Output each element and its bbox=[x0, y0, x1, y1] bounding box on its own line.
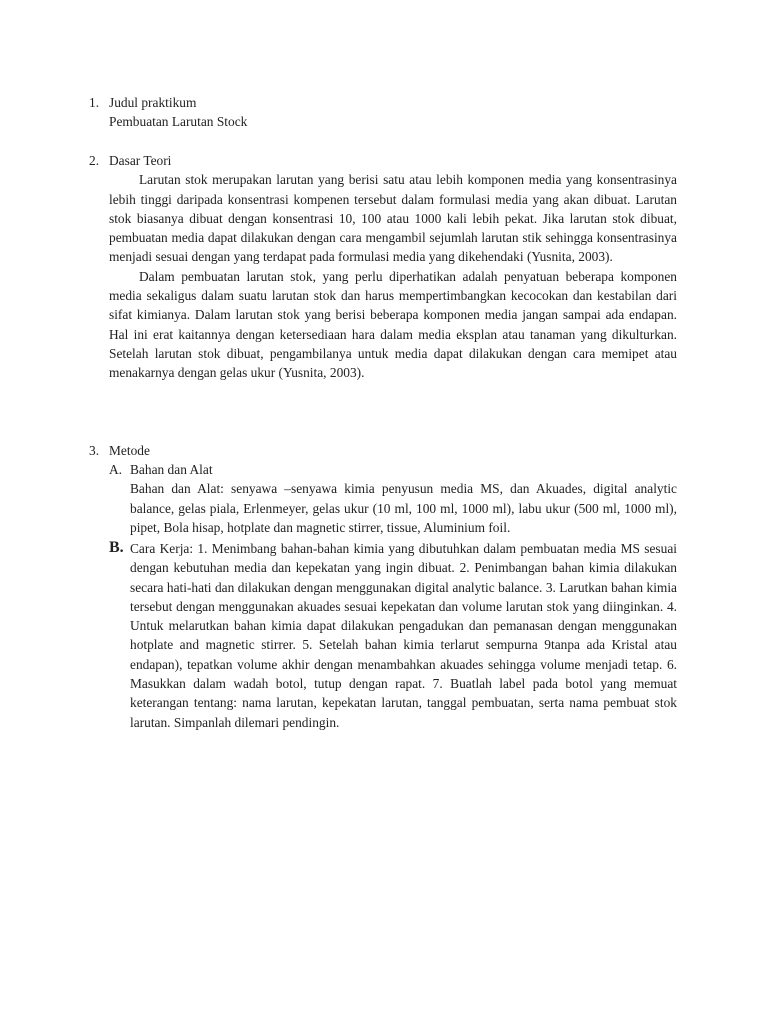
section-heading: Dasar Teori bbox=[109, 153, 172, 168]
section-number: 3. bbox=[89, 443, 100, 458]
section-heading: Judul praktikum bbox=[109, 95, 197, 110]
item-title: Bahan dan Alat bbox=[130, 462, 213, 477]
item-letter: B. bbox=[109, 539, 124, 556]
item-bahan-alat bbox=[130, 460, 677, 537]
section-heading: Metode bbox=[109, 443, 150, 458]
section-number: 2. bbox=[89, 153, 100, 168]
item-text: Bahan dan Alat: senyawa –senyawa kimia penyusun media MS, dan Akuades, digital analytic balance, gelas piala, Erlenmeyer, gelas ukur (10 ml, 100 ml, 1000 ml), labu ukur (500 ml, 1000 ml), pipet, Bola hisap, hotplate dan magnetic stirrer, tissue, Aluminium foil. bbox=[130, 481, 677, 535]
paragraph: Larutan stok merupakan larutan yang berisi satu atau lebih komponen media yang konsentrasinya lebih tinggi daripada konsentrasi kompenen tersebut dalam formulasi media yang akan dibuat. Larutan stok biasanya dibuat dengan konsentrasi 10, 100 atau 1000 kali lebih pekat. Jika larutan stok dibuat, pembuatan media dapat dilakukan dengan cara mengambil sejumlah larutan stik sehingga konsentrasinya menjadi sesuai dengan yang terdapat pada formulasi media yang dikehendaki (Yusnita, 2003). bbox=[109, 172, 677, 265]
item-letter: A. bbox=[109, 462, 123, 477]
item-cara-kerja bbox=[130, 539, 677, 732]
paragraph: Dalam pembuatan larutan stok, yang perlu diperhatikan adalah penyatuan beberapa komponen media sekaligus dalam suatu larutan stok dan harus mempertimbangkan kecocokan dan kestabilan dari sifat kimianya. Dalam larutan stok yang berisi beberapa komponen media jangan sampai ada endapan. Hal ini erat kaitannya dengan ketersediaan hara dalam media eksplan atau tanaman yang dikulturkan. Setelah larutan stok dibuat, pengambilanya untuk media dapat dilakukan dengan cara memipet atau menakarnya dengan gelas ukur (Yusnita, 2003). bbox=[109, 268, 677, 381]
item-text: Cara Kerja: 1. Menimbang bahan-bahan kimia yang dibutuhkan dalam pembuatan media MS sesuai dengan kebutuhan media dan kepekatan yang ingin dibuat. 2. Penimbangan bahan kimia dilakukan secara hati-hati dan dilakukan dengan menggunakan digital analytic balance. 3. Larutkan bahan kimia tersebut dengan menggunakan akuades sesuai kepekatan dan volume larutan stok yang diinginkan. 4. Untuk melarutkan bahan kimia dapat dilakukan pengadukan dan pemanasan dengan menggunakan hotplate and magnetic stirrer. 5. Setelah bahan kimia terlarut sempurna 9tanpa ada Kristal atau endapan), tepatkan volume akhir dengan menambahkan akuades sehingga volume menjadi tetap. 6. Masukkan dalam wadah botol, tutup dengan rapat. 7. Buatlah label pada botol yang memuat keterangan tentang: nama larutan, kepekatan larutan, tanggal pembuatan, serta nama pembuat stok larutan. Simpanlah dilemari pendingin. bbox=[130, 541, 677, 730]
practicum-title: Pembuatan Larutan Stock bbox=[109, 114, 248, 130]
section-number: 1. bbox=[89, 95, 100, 110]
